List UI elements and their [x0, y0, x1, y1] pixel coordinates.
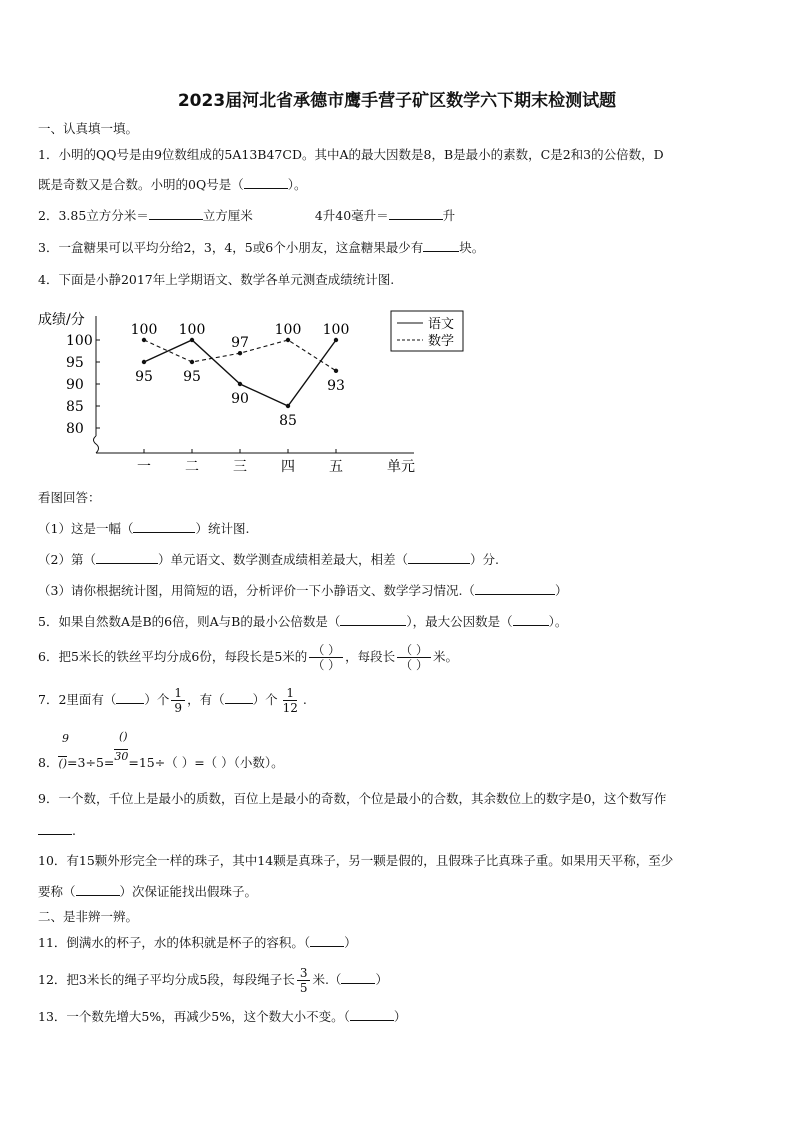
question-13: 13．一个数先增大5%，再减少5%，这个数大小不变。（ ）: [38, 1009, 407, 1024]
q8-numerator-blank[interactable]: (): [119, 730, 128, 743]
x-tick-label: 二: [185, 459, 199, 475]
question-4-2: （2）第（ ）单元语文、数学测查成绩相差最大，相差（ ）分.: [38, 552, 499, 567]
math-data-label: 100: [274, 322, 302, 338]
question-1-line1: 1．小明的QQ号是由9位数组成的5A13B47CD。其中A的最大因数是8，B是最小的素数，C是2和3的公倍数，D: [38, 147, 664, 162]
legend-label: 语文: [428, 317, 455, 332]
axis-break-mark: [94, 436, 99, 453]
question-9-line1: 9．一个数，千位上是最小的质数，百位上是最小的奇数，个位是最小的合数，其余数位上的数字是0，这个数写作: [38, 791, 667, 806]
section-heading-2: 二、是非辨一辨。: [38, 909, 139, 924]
x-tick-label: 一: [137, 459, 151, 475]
question-4-1: （1）这是一幅（ ）统计图.: [38, 521, 250, 536]
x-tick-label: 四: [281, 459, 295, 475]
math-data-point: [334, 369, 338, 373]
answer-blank[interactable]: [116, 691, 144, 704]
y-tick-label: 100: [66, 333, 93, 349]
question-5: 5．如果自然数A是B的6倍，则A与B的最小公倍数是（ ），最大公因数是（ ）。: [38, 614, 568, 629]
fraction-3-5: $\frac{3}{5}$: [297, 966, 311, 995]
chinese-data-label: 90: [231, 391, 249, 407]
math-data-label: 100: [130, 322, 158, 338]
answer-blank[interactable]: [389, 207, 443, 220]
math-data-point: [142, 338, 146, 342]
fraction-1-9: $\frac{1}{9}$: [171, 686, 185, 715]
question-1-line2: 既是奇数又是合数。小明的0Q号是（ ）。: [38, 177, 307, 192]
y-axis-label: 成绩/分: [38, 312, 85, 328]
page-title: 2023届河北省承德市鹰手营子矿区数学六下期末检测试题: [177, 91, 617, 111]
question-11: 11．倒满水的杯子，水的体积就是杯子的容积。（ ）: [38, 935, 357, 950]
question-4-prompt: 看图回答：: [38, 490, 101, 505]
answer-blank[interactable]: [225, 691, 253, 704]
q8-denominator-blank[interactable]: (): [58, 757, 68, 770]
fraction-blank[interactable]: $\frac{( )}{( )}$: [309, 643, 343, 672]
answer-blank[interactable]: [341, 971, 375, 984]
chinese-data-point: [286, 404, 290, 408]
chinese-data-point: [334, 338, 338, 342]
math-data-label: 95: [183, 369, 201, 385]
question-7: 7．2里面有（ ）个 $\frac{1}{9}$ ，有（ ）个 $\frac{1}{12}$ .: [38, 686, 307, 715]
x-axis-label: 单元: [387, 459, 415, 475]
chinese-data-point: [238, 382, 242, 386]
answer-blank[interactable]: [133, 520, 195, 533]
question-4: 4．下面是小静2017年上学期语文、数学各单元测查成绩统计图.: [38, 272, 395, 287]
question-2: 2．3.85立方分米＝ 立方厘米 4升40毫升＝ 升: [38, 208, 456, 223]
answer-blank[interactable]: [340, 613, 406, 626]
answer-blank[interactable]: [310, 934, 344, 947]
answer-blank[interactable]: [38, 822, 72, 835]
answer-blank[interactable]: [475, 582, 555, 595]
section-heading-1: 一、认真填一填。: [38, 121, 139, 136]
question-8: 8．()=3÷5=30=15÷（ ）=（ ）（小数）。: [38, 750, 284, 770]
answer-blank[interactable]: [350, 1008, 394, 1021]
chinese-data-point: [190, 338, 194, 342]
math-data-point: [238, 351, 242, 355]
legend-label: 数学: [428, 334, 455, 349]
y-tick-label: 85: [66, 399, 84, 415]
math-data-point: [190, 360, 194, 364]
x-tick-label: 三: [233, 459, 247, 475]
fraction-1-12: $\frac{1}{12}$: [282, 686, 298, 715]
answer-blank[interactable]: [513, 613, 549, 626]
question-4-3: （3）请你根据统计图，用简短的语，分析评价一下小静语文、数学学习情况.（ ）: [38, 583, 568, 598]
q8-denominator-30: 30: [114, 750, 129, 763]
chinese-data-label: 95: [135, 369, 153, 385]
y-tick-label: 95: [66, 355, 84, 371]
question-3: 3．一盒糖果可以平均分给2，3，4，5或6个小朋友，这盒糖果最少有 块。: [38, 240, 485, 255]
answer-blank[interactable]: [76, 883, 120, 896]
chinese-data-label: 100: [322, 322, 350, 338]
y-tick-label: 90: [66, 377, 84, 393]
answer-blank[interactable]: [96, 551, 158, 564]
question-12: 12．把3米长的绳子平均分成5段，每段绳子长 $\frac{3}{5}$ 米.（ ）: [38, 966, 388, 995]
question-9-line2: .: [38, 822, 76, 840]
math-data-point: [286, 338, 290, 342]
answer-blank[interactable]: [408, 551, 470, 564]
answer-blank[interactable]: [149, 207, 203, 220]
answer-blank[interactable]: [423, 239, 459, 252]
math-data-label: 93: [327, 377, 345, 394]
question-10-line1: 10．有15颗外形完全一样的珠子，其中14颗是真珠子，另一颗是假的，且假珠子比真珠子重。如果用天平称，至少: [38, 853, 674, 868]
chinese-data-label: 100: [178, 322, 206, 338]
chinese-data-point: [142, 360, 146, 364]
answer-blank[interactable]: [244, 176, 288, 189]
chinese-data-label: 85: [279, 413, 297, 429]
score-line-chart: [36, 300, 476, 478]
x-tick-label: 五: [329, 459, 343, 475]
y-tick-label: 80: [66, 421, 84, 437]
question-6: 6．把5米长的铁丝平均分成6份，每段长是5米的 $\frac{( )}{( )}$ ，每段长 $\frac{( )}{( )}$ 米。: [38, 643, 458, 672]
question-10-line2: 要称（ ）次保证能找出假珠子。: [38, 884, 258, 899]
q8-numerator-9: 9: [62, 732, 69, 745]
math-data-label: 97: [231, 335, 249, 352]
fraction-blank[interactable]: $\frac{( )}{( )}$: [397, 643, 431, 672]
